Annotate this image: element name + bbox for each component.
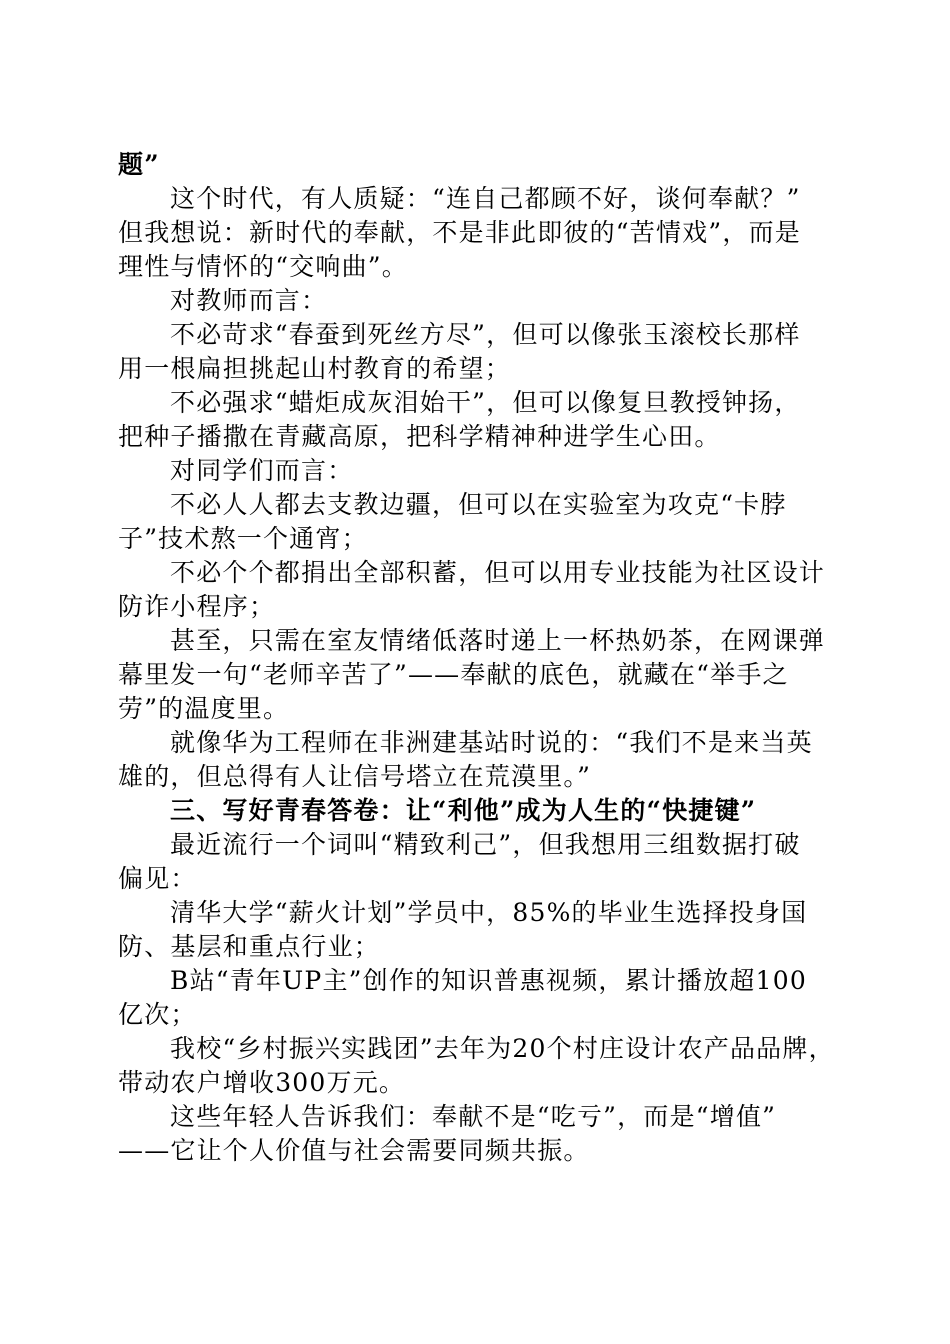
- paragraph-line: 用一根扁担挑起山村教育的希望；: [118, 354, 512, 383]
- paragraph-line: ——它让个人价值与社会需要同频共振。: [118, 1136, 590, 1165]
- paragraph-line: 不必人人都去支教边疆，但可以在实验室为攻克“卡脖: [170, 490, 787, 519]
- paragraph-line: 劳”的温度里。: [118, 694, 290, 723]
- paragraph-line: 偏见：: [118, 864, 197, 893]
- paragraph-line: B站“青年UP主”创作的知识普惠视频，累计播放超100: [170, 966, 807, 995]
- paragraph-line: 我校“乡村振兴实践团”去年为20个村庄设计农产品品牌，: [170, 1034, 835, 1063]
- document-page: [118, 148, 835, 1168]
- paragraph-line: 把种子播撒在青藏高原，把科学精神种进学生心田。: [118, 422, 721, 451]
- paragraph-line: 就像华为工程师在非洲建基站时说的：“我们不是来当英: [170, 728, 813, 757]
- paragraph-line: 子”技术熬一个通宵；: [118, 524, 368, 553]
- paragraph-line: 理性与情怀的“交响曲”。: [118, 252, 408, 281]
- paragraph-line: 雄的，但总得有人让信号塔立在荒漠里。”: [118, 762, 592, 791]
- paragraph-line: 但我想说：新时代的奉献，不是非此即彼的“苦情戏”，而是: [118, 218, 801, 247]
- paragraph-line: 不必苛求“春蚕到死丝方尽”，但可以像张玉滚校长那样: [170, 320, 801, 349]
- heading-fragment: 题”: [118, 150, 160, 179]
- paragraph-line: 不必个个都捐出全部积蓄，但可以用专业技能为社区设计: [170, 558, 826, 587]
- paragraph-line: 不必强求“蜡炬成灰泪始干”，但可以像复旦教授钟扬，: [170, 388, 801, 417]
- paragraph-line: 亿次；: [118, 1000, 197, 1029]
- paragraph-line: 对同学们而言：: [170, 456, 354, 485]
- paragraph-line: 对教师而言：: [170, 286, 328, 315]
- paragraph-line: 清华大学“薪火计划”学员中，85%的毕业生选择投身国: [170, 898, 808, 927]
- section-heading: 三、写好青春答卷：让“利他”成为人生的“快捷键”: [170, 796, 757, 825]
- paragraph-line: 这个时代，有人质疑：“连自己都顾不好，谈何奉献？”: [170, 184, 801, 213]
- paragraph-line: 这些年轻人告诉我们：奉献不是“吃亏”，而是“增值”: [170, 1102, 777, 1131]
- paragraph-line: 带动农户增收300万元。: [118, 1068, 406, 1097]
- paragraph-line: 甚至，只需在室友情绪低落时递上一杯热奶茶，在网课弹: [170, 626, 826, 655]
- paragraph-line: 防、基层和重点行业；: [118, 932, 381, 961]
- paragraph-line: 幕里发一句“老师辛苦了”——奉献的底色，就藏在“举手之: [118, 660, 789, 689]
- paragraph-line: 最近流行一个词叫“精致利己”，但我想用三组数据打破: [170, 830, 801, 859]
- paragraph-line: 防诈小程序；: [118, 592, 276, 621]
